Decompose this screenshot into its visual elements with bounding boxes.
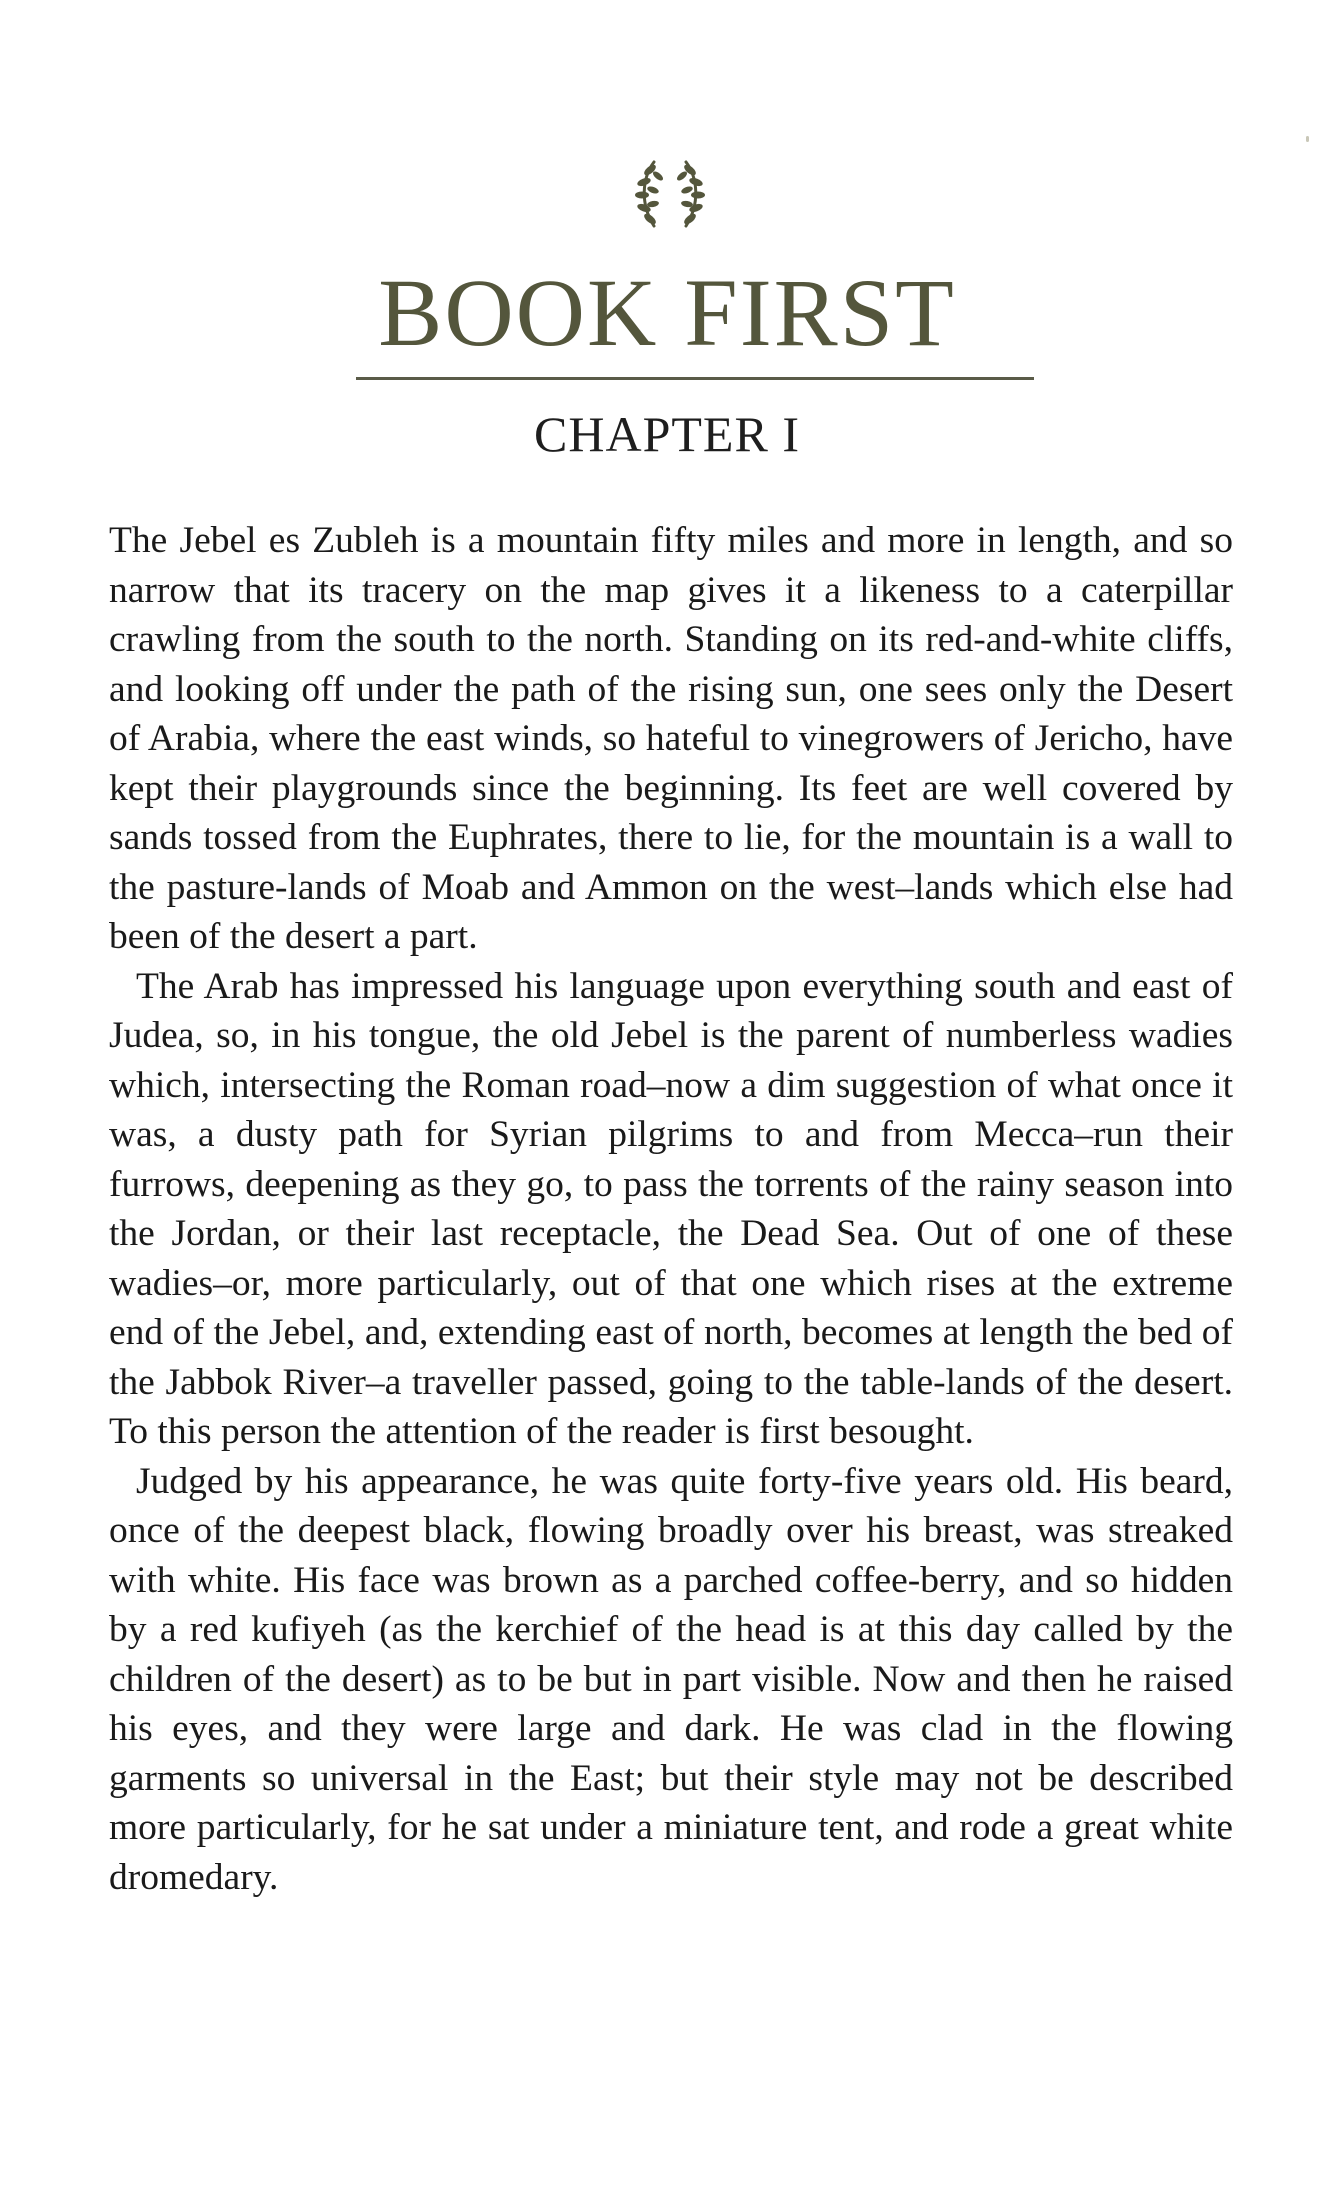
paper-speck [1306, 136, 1309, 142]
paragraph-3: Judged by his appearance, he was quite forty-five years old. His beard, once of the deepest black, flowing broadly over his breast, was streaked with white. His face was brown as a parched coffee-berry, and so hidden by a red kufiyeh (as the kerchief of the head is at this day called by the children of the desert) as to be but in part visible. Now and then he raised his eyes, and they were large and dark. He was clad in the flowing garments so universal in the East; but their style may not be described more particularly, for he sat under a miniature tent, and rode a great white dromedary. [109, 1460, 1233, 1898]
book-title: BOOK FIRST [378, 259, 956, 366]
title-rule [356, 377, 1034, 380]
paragraph-1: The Jebel es Zubleh is a mountain fifty miles and more in length, and so narrow that its tracery on the map gives it a likeness to a caterpillar crawling from the south to the north. Standing on its red-and-white cliffs, and looking off under the path of the rising sun, one sees only the Desert of Arabia, where the east winds, so hateful to vinegrowers of Jericho, have kept their playgrounds since the beginning. Its feet are well covered by sands tossed from the Euphrates, there to lie, for the mountain is a wall to the pasture-lands of Moab and Ammon on the west–lands which else had been of the desert a part. [109, 520, 1233, 957]
chapter-title: CHAPTER I [534, 406, 800, 462]
laurel-ornament-icon [620, 156, 720, 232]
paragraph-2: The Arab has impressed his language upon everything south and east of Judea, so, in his tongue, the old Jebel is the parent of numberless wadies which, intersecting the Roman road–now a dim suggestion of what once it was, a dusty path for Syrian pilgrims to and from Mecca–run their furrows, deepening as they go, to pass the torrents of the rainy season into the Jordan, or their last receptacle, the Dead Sea. Out of one of these wadies–or, more particularly, out of that one which rises at the extreme end of the Jebel, and, extending east of north, becomes at length the bed of the Jabbok River–a traveller passed, going to the table-lands of the desert. To this person the attention of the reader is first besought. [109, 965, 1233, 1452]
chapter-body [109, 516, 1233, 1902]
